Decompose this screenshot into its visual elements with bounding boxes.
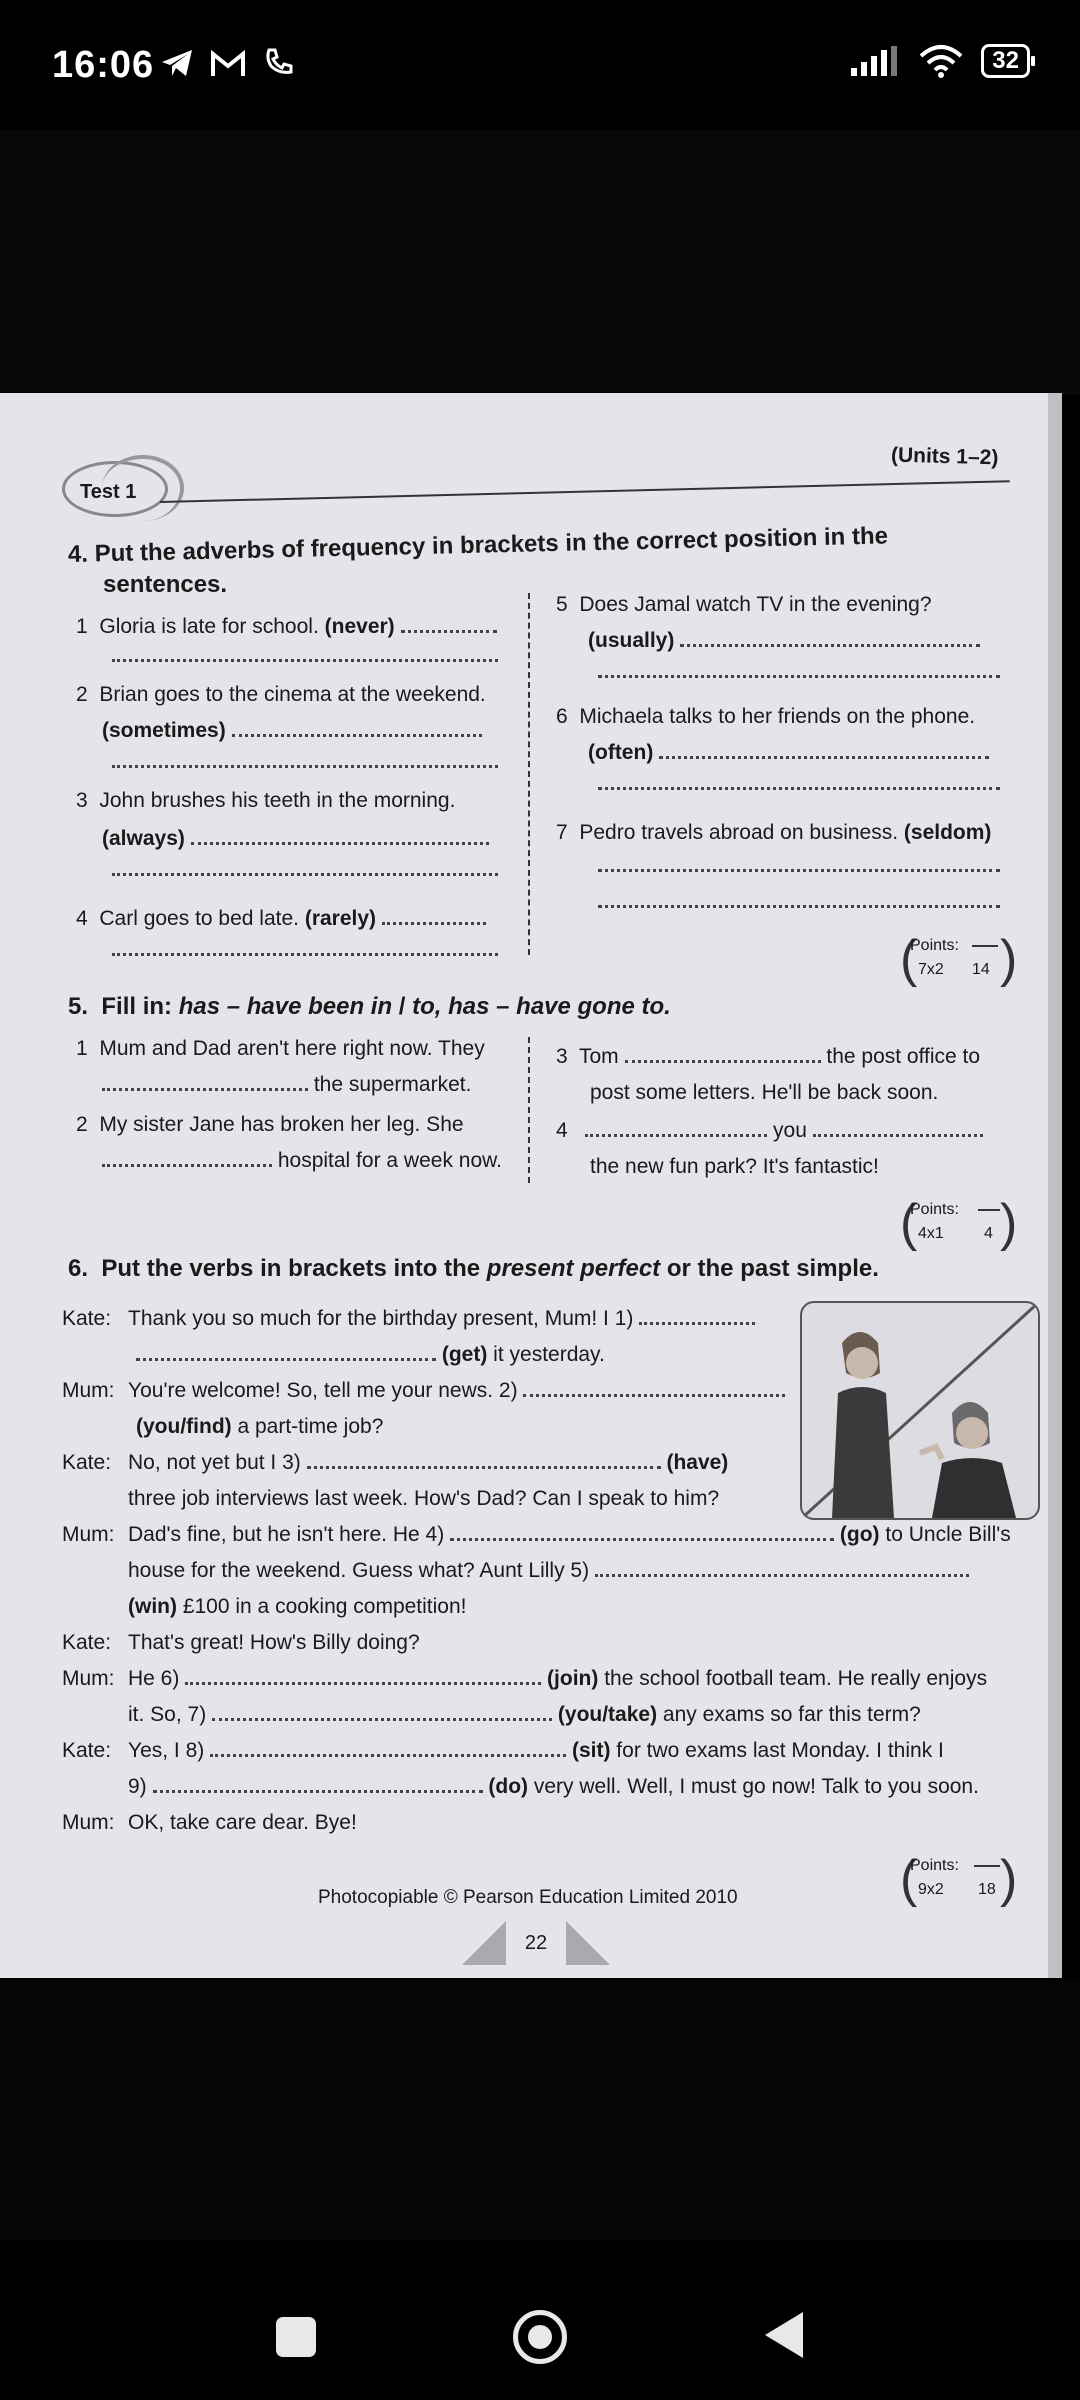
ex6-line-3: No, not yet but I 3) (have) bbox=[128, 1451, 729, 1474]
ex5-item-1-cont: the supermarket. bbox=[102, 1073, 471, 1097]
wifi-icon bbox=[919, 44, 963, 78]
notification-icons bbox=[160, 46, 307, 83]
ex4-title-line2: sentences. bbox=[103, 571, 228, 598]
telegram-icon bbox=[160, 48, 194, 78]
background-blur-bottom bbox=[0, 1980, 1080, 2240]
back-icon[interactable] bbox=[765, 2312, 803, 2358]
ex6-line-7-cont: 9) (do) very well. Well, I must go now! Talk to you soon. bbox=[128, 1775, 979, 1798]
phone-call-illustration bbox=[800, 1301, 1040, 1520]
ex4-item-6: 6 Michaela talks to her friends on the phone. bbox=[556, 705, 976, 728]
gmail-icon bbox=[210, 50, 246, 78]
ex4-item-7: 7 Pedro travels abroad on business. (seldom) bbox=[556, 821, 992, 844]
answer-line bbox=[598, 665, 1000, 678]
answer-line bbox=[112, 863, 498, 876]
ex4-item-2-adverb: (sometimes) bbox=[102, 719, 482, 743]
ex6-line-2-cont: (you/find) a part-time job? bbox=[136, 1415, 384, 1438]
ex6-line-4: Dad's fine, but he isn't here. He 4) (go) to Uncle Bill's bbox=[128, 1523, 1011, 1546]
ex6-speaker-3: Kate: bbox=[62, 1451, 112, 1474]
answer-line bbox=[112, 943, 498, 956]
copyright-footer: Photocopiable © Pearson Education Limited 2010 bbox=[318, 1887, 738, 1908]
ex6-line-6-cont: it. So, 7) (you/take) any exams so far this term? bbox=[128, 1703, 921, 1726]
ex6-line-6: He 6) (join) the school football team. He really enjoys bbox=[128, 1667, 988, 1690]
ex5-item-1: 1 Mum and Dad aren't here right now. They bbox=[76, 1037, 485, 1060]
ex6-line-1-cont: (get) it yesterday. bbox=[136, 1343, 605, 1367]
ex4-item-1: 1 Gloria is late for school. (never) bbox=[76, 615, 497, 639]
ex6-line-4-end: (win) £100 in a cooking competition! bbox=[128, 1595, 467, 1618]
system-status bbox=[851, 44, 1030, 78]
ex6-line-3-cont: three job interviews last week. How's Dad? Can I speak to him? bbox=[128, 1487, 720, 1510]
ex6-speaker-8: Mum: bbox=[62, 1811, 115, 1834]
answer-line bbox=[598, 895, 1000, 908]
header-rule bbox=[160, 480, 1010, 503]
worksheet-page bbox=[0, 393, 1062, 1978]
ex6-speaker-2: Mum: bbox=[62, 1379, 115, 1402]
ex6-speaker-6: Mum: bbox=[62, 1667, 115, 1690]
answer-line bbox=[112, 649, 498, 662]
background-blur-top bbox=[0, 130, 1080, 395]
ex4-points: ( Points: 7x2 14 ) bbox=[900, 930, 1018, 988]
ex6-speaker-7: Kate: bbox=[62, 1739, 112, 1762]
navigation-bar bbox=[0, 2250, 1080, 2400]
ex4-item-5-adverb: (usually) bbox=[588, 629, 980, 653]
ex6-points: ( Points: 9x2 18 ) bbox=[900, 1850, 1018, 1908]
test-label: Test 1 bbox=[80, 481, 137, 503]
ex5-item-2: 2 My sister Jane has broken her leg. She bbox=[76, 1113, 464, 1136]
ex6-line-2: You're welcome! So, tell me your news. 2) bbox=[128, 1379, 785, 1403]
page-number: 22 bbox=[524, 1932, 548, 1954]
ex6-speaker-4: Mum: bbox=[62, 1523, 115, 1546]
battery-icon: 32 bbox=[981, 44, 1030, 78]
ex6-line-8: OK, take care dear. Bye! bbox=[128, 1811, 357, 1834]
ex6-speaker-5: Kate: bbox=[62, 1631, 112, 1654]
answer-line bbox=[598, 859, 1000, 872]
ex4-item-4: 4 Carl goes to bed late. (rarely) bbox=[76, 907, 486, 931]
ex6-line-7: Yes, I 8) (sit) for two exams last Monday. I think I bbox=[128, 1739, 944, 1762]
ex5-item-3-cont: post some letters. He'll be back soon. bbox=[590, 1081, 939, 1104]
answer-line bbox=[112, 755, 498, 768]
ex6-line-5: That's great! How's Billy doing? bbox=[128, 1631, 420, 1654]
ex6-line-1: Thank you so much for the birthday present, Mum! I 1) bbox=[128, 1307, 755, 1331]
status-bar bbox=[0, 0, 1080, 130]
recents-icon[interactable] bbox=[276, 2317, 316, 2357]
ex5-item-4-cont: the new fun park? It's fantastic! bbox=[590, 1155, 879, 1178]
ex5-points: ( Points: 4x1 4 ) bbox=[900, 1194, 1018, 1252]
phone-icon bbox=[263, 46, 295, 78]
clock: 16:06 bbox=[52, 44, 155, 86]
ex4-item-6-adverb: (often) bbox=[588, 741, 989, 765]
ex5-divider bbox=[528, 1037, 530, 1183]
ex6-line-4-cont: house for the weekend. Guess what? Aunt Lilly 5) bbox=[128, 1559, 969, 1583]
ex4-divider bbox=[528, 593, 530, 955]
signal-icon bbox=[851, 46, 901, 76]
home-icon[interactable] bbox=[513, 2310, 567, 2364]
page-edge bbox=[1048, 393, 1062, 1978]
ex6-speaker-1: Kate: bbox=[62, 1307, 112, 1330]
ex4-item-3: 3 John brushes his teeth in the morning. bbox=[76, 789, 456, 812]
ex5-item-4: 4 you bbox=[556, 1119, 983, 1143]
page-number-tab bbox=[462, 1921, 610, 1965]
answer-line bbox=[598, 777, 1000, 790]
ex4-item-3-adverb: (always) bbox=[102, 827, 489, 851]
ex5-item-2-cont: hospital for a week now. bbox=[102, 1149, 502, 1173]
ex5-item-3: 3 Tom the post office to bbox=[556, 1045, 981, 1068]
ex4-item-2: 2 Brian goes to the cinema at the weekend. bbox=[76, 683, 486, 706]
ex5-title: 5. Fill in: has – have been in / to, has – have gone to. bbox=[68, 993, 671, 1020]
ex4-item-5: 5 Does Jamal watch TV in the evening? bbox=[556, 593, 932, 616]
units-label: (Units 1–2) bbox=[890, 443, 999, 470]
ex6-title: 6. Put the verbs in brackets into the present perfect or the past simple. bbox=[68, 1255, 879, 1282]
ex4-title: 4. Put the adverbs of frequency in brackets in the correct position in the bbox=[67, 522, 889, 568]
